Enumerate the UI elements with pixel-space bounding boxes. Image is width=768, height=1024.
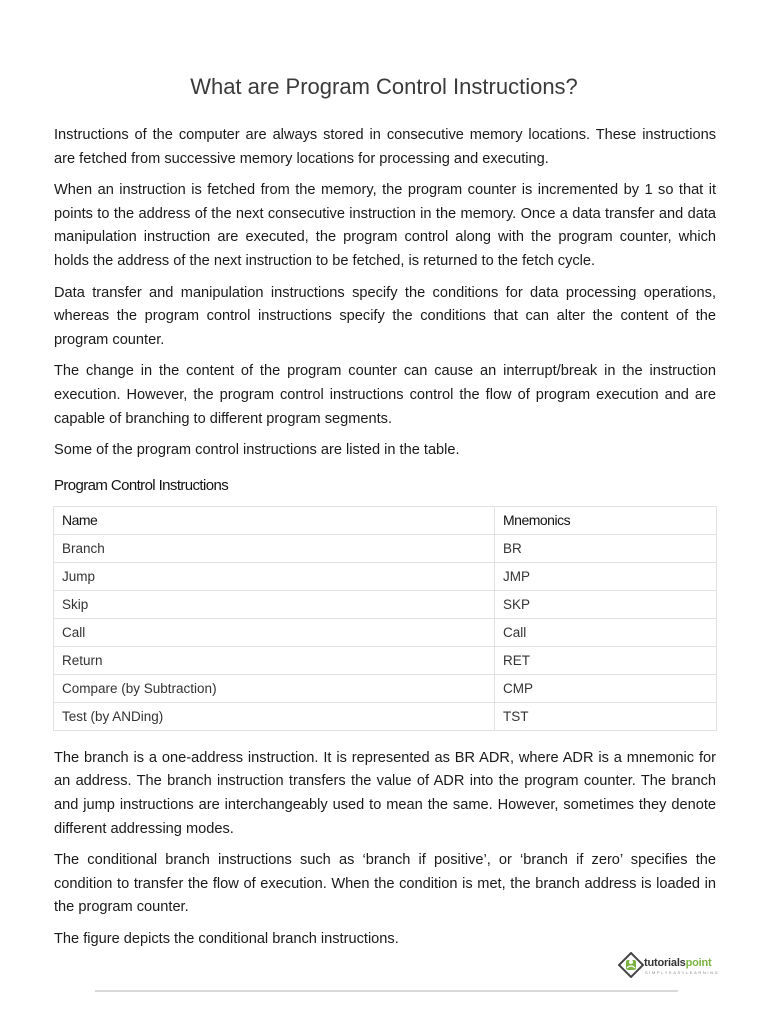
paragraph: The conditional branch instructions such as ‘branch if positive’, or ‘branch if zero’ specifies the condition to transfer the flow of execution. When the condition is met, the branch address is loaded in the program counter. bbox=[54, 852, 716, 916]
cell-name: Call bbox=[54, 618, 495, 646]
table-header-row bbox=[54, 506, 717, 534]
table-row bbox=[54, 534, 717, 562]
paragraph: Instructions of the computer are always stored in consecutive memory locations. These instructions are fetched from successive memory locations for processing and executing. bbox=[54, 127, 716, 167]
table-row bbox=[54, 618, 717, 646]
table-row bbox=[54, 646, 717, 674]
cell-name: Return bbox=[54, 646, 495, 674]
tutorialspoint-logo bbox=[614, 950, 744, 986]
table-heading: Program Control Instructions bbox=[54, 476, 229, 494]
footer-divider bbox=[95, 990, 678, 992]
cell-name: Jump bbox=[54, 562, 495, 590]
instructions-table bbox=[53, 506, 717, 731]
cell-mnemonic: CMP bbox=[495, 674, 717, 702]
paragraph: Some of the program control instructions are listed in the table. bbox=[54, 442, 460, 459]
logo-diamond-icon bbox=[618, 952, 644, 978]
cell-name: Compare (by Subtraction) bbox=[54, 674, 495, 702]
cell-mnemonic: RET bbox=[495, 646, 717, 674]
column-header-name: Name bbox=[54, 506, 495, 534]
logo-wordmark: tutorialspoint bbox=[644, 957, 712, 969]
page-title: What are Program Control Instructions? bbox=[190, 74, 578, 99]
paragraph: Data transfer and manipulation instructions specify the conditions for data processing operations, whereas the program control instructions specify the conditions that can alter the content of the program counter. bbox=[54, 284, 716, 348]
cell-name: Branch bbox=[54, 534, 495, 562]
cell-mnemonic: Call bbox=[495, 618, 717, 646]
cell-mnemonic: BR bbox=[495, 534, 717, 562]
paragraph: The figure depicts the conditional branch instructions. bbox=[54, 930, 399, 947]
table-row bbox=[54, 702, 717, 730]
cell-mnemonic: JMP bbox=[495, 562, 717, 590]
table-row bbox=[54, 590, 717, 618]
column-header-mnemonics: Mnemonics bbox=[495, 506, 717, 534]
document-body bbox=[54, 124, 716, 959]
paragraph: The change in the content of the program counter can cause an interrupt/break in the instruction execution. However, the program control instructions control the flow of program execution and are capable of branching to different program segments. bbox=[54, 363, 716, 427]
table-row bbox=[54, 562, 717, 590]
logo-tagline: SIMPLYEASYLEARNING bbox=[645, 970, 720, 975]
cell-name: Test (by ANDing) bbox=[54, 702, 495, 730]
cell-name: Skip bbox=[54, 590, 495, 618]
cell-mnemonic: SKP bbox=[495, 590, 717, 618]
paragraph: The branch is a one-address instruction. It is represented as BR ADR, where ADR is a mnemonic for an address. The branch instruction transfers the value of ADR into the program counter. The branch and jump instructions are interchangeably used to mean the same. However, sometimes they denote different addressing modes. bbox=[54, 749, 716, 837]
table-row bbox=[54, 674, 717, 702]
cell-mnemonic: TST bbox=[495, 702, 717, 730]
paragraph: When an instruction is fetched from the memory, the program counter is incremented by 1 so that it points to the address of the next consecutive instruction in the memory. Once a data transfer and data manipulation instruction are executed, the program control along with the program counter, which holds the address of the next instruction to be fetched, is returned to the fetch cycle. bbox=[54, 182, 716, 269]
